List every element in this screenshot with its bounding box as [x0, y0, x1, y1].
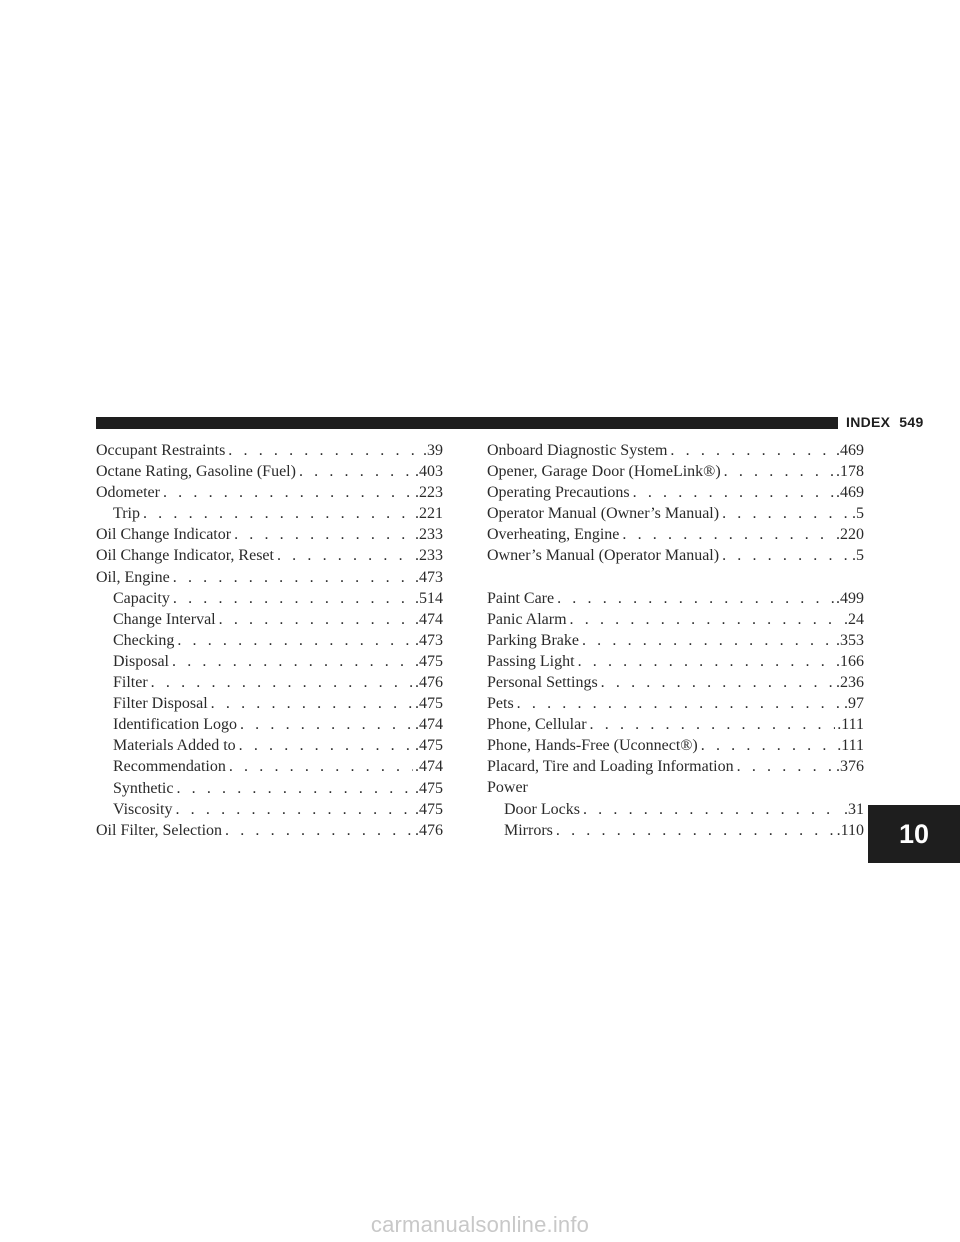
index-term: Recommendation: [113, 758, 226, 776]
page-reference: .475: [415, 800, 443, 818]
dot-leader: [225, 820, 413, 841]
index-column-right: [487, 440, 864, 841]
index-term: Overheating, Engine: [487, 526, 620, 544]
page-reference: .474: [415, 716, 443, 734]
index-term: Owner’s Manual (Operator Manual): [487, 547, 720, 565]
index-entry: [96, 524, 443, 545]
page-reference: .233: [415, 547, 443, 565]
page-reference: .221: [415, 505, 443, 523]
dot-leader: [622, 524, 834, 545]
index-entry: [487, 609, 864, 630]
index-term: Power: [487, 779, 528, 797]
index-term: Operating Precautions: [487, 484, 630, 502]
page-reference: .233: [415, 526, 443, 544]
dot-leader: [590, 714, 836, 735]
index-entry: [487, 461, 864, 482]
index-term: Phone, Cellular: [487, 716, 587, 734]
dot-leader: [234, 524, 413, 545]
index-term: Oil Change Indicator, Reset: [96, 547, 274, 565]
page-reference: .5: [852, 547, 864, 565]
index-entry: [487, 503, 864, 524]
index-entry: [487, 651, 864, 672]
dot-leader: [151, 672, 413, 693]
index-entry: [487, 756, 864, 777]
index-subentry: [96, 503, 443, 524]
index-entry: [487, 524, 864, 545]
dot-leader: [143, 503, 413, 524]
page-number: 549: [899, 414, 924, 430]
index-term: Viscosity: [113, 800, 173, 818]
dot-leader: [556, 820, 835, 841]
dot-leader: [239, 735, 413, 756]
header-rule: [96, 417, 838, 429]
dot-leader: [724, 461, 834, 482]
page-reference: .376: [836, 758, 864, 776]
index-entry: [487, 545, 864, 566]
index-term: Occupant Restraints: [96, 442, 226, 459]
dot-leader: [582, 630, 834, 651]
page-reference: .499: [836, 589, 864, 607]
page-reference: .474: [415, 758, 443, 776]
index-entry: [487, 482, 864, 503]
page-reference: .476: [415, 674, 443, 692]
index-term: Pets: [487, 695, 514, 713]
page-reference: .223: [415, 484, 443, 502]
page-reference: .469: [836, 442, 864, 459]
page-reference: .475: [415, 779, 443, 797]
running-head: [846, 414, 924, 430]
page-reference: .473: [415, 631, 443, 649]
index-term: Trip: [113, 505, 140, 523]
section-title: INDEX: [846, 414, 891, 430]
page-reference: .473: [415, 568, 443, 586]
page-reference: .353: [836, 631, 864, 649]
index-term: Materials Added to: [113, 737, 236, 755]
index-term: Opener, Garage Door (HomeLink®): [487, 463, 721, 481]
index-entry: [96, 440, 443, 461]
dot-leader: [229, 756, 413, 777]
dot-leader: [583, 799, 842, 820]
index-subentry: [96, 609, 443, 630]
index-term: Checking: [113, 631, 175, 649]
page-reference: .469: [836, 484, 864, 502]
index-subentry: [96, 651, 443, 672]
index-entry: [487, 588, 864, 609]
dot-leader: [277, 545, 413, 566]
index-entry: [487, 630, 864, 651]
index-subentry: [96, 799, 443, 820]
dot-leader: [240, 714, 413, 735]
index-term: Panic Alarm: [487, 610, 567, 628]
dot-leader: [722, 545, 850, 566]
page-reference: .514: [415, 589, 443, 607]
dot-leader: [701, 735, 835, 756]
dot-leader: [176, 778, 413, 799]
index-subentry: [96, 630, 443, 651]
dot-leader: [557, 588, 834, 609]
index-term: Capacity: [113, 589, 170, 607]
dot-leader: [737, 756, 834, 777]
dot-leader: [219, 609, 413, 630]
dot-leader: [722, 503, 850, 524]
dot-leader: [670, 440, 834, 461]
index-term: Oil Change Indicator: [96, 526, 232, 544]
page-reference: .220: [836, 526, 864, 544]
index-term: Filter: [113, 674, 148, 692]
index-subentry: [96, 693, 443, 714]
dot-leader: [299, 461, 413, 482]
index-term: Paint Care: [487, 589, 555, 607]
page-reference: .110: [836, 821, 864, 839]
index-entry: [487, 440, 864, 461]
dot-leader: [228, 440, 421, 461]
page-reference: .39: [423, 442, 443, 459]
index-term: Oil Filter, Selection: [96, 821, 223, 839]
index-term: Door Locks: [504, 800, 580, 818]
index-subentry: [96, 588, 443, 609]
page-reference: .476: [415, 821, 443, 839]
index-entry: [96, 482, 443, 503]
index-term: Parking Brake: [487, 631, 579, 649]
dot-leader: [173, 588, 413, 609]
index-entry: [487, 735, 864, 756]
page-reference: .111: [837, 737, 864, 755]
page-reference: .31: [844, 800, 864, 818]
index-term: Mirrors: [504, 821, 553, 839]
index-column-left: [96, 440, 443, 841]
index-term: Placard, Tire and Loading Information: [487, 758, 734, 776]
dot-leader: [211, 693, 413, 714]
index-term: Filter Disposal: [113, 695, 208, 713]
index-subentry: [487, 820, 864, 841]
chapter-tab: 10: [868, 805, 960, 863]
index-term: Passing Light: [487, 652, 575, 670]
dot-leader: [163, 482, 413, 503]
index-term: Octane Rating, Gasoline (Fuel): [96, 463, 296, 481]
dot-leader: [601, 672, 834, 693]
index-term: Disposal: [113, 652, 169, 670]
dot-leader: [517, 693, 842, 714]
dot-leader: [633, 482, 834, 503]
index-subentry: [96, 756, 443, 777]
page-reference: .236: [836, 673, 864, 691]
index-subentry: [96, 714, 443, 735]
page-reference: .111: [837, 716, 864, 734]
index-subentry: [487, 799, 864, 820]
page-reference: .403: [415, 463, 443, 481]
index-entry: [487, 714, 864, 735]
page-reference: .475: [415, 737, 443, 755]
dot-leader: [570, 609, 842, 630]
index-subentry: [96, 778, 443, 799]
index-subentry: [96, 735, 443, 756]
dot-leader: [172, 651, 413, 672]
index-term: Oil, Engine: [96, 568, 170, 586]
page-reference: .97: [844, 695, 864, 713]
index-term: Identification Logo: [113, 716, 237, 734]
index-entry: [487, 693, 864, 714]
index-term: Personal Settings: [487, 673, 598, 691]
index-entry: [96, 545, 443, 566]
dot-leader: [173, 567, 413, 588]
page-reference: .5: [852, 505, 864, 523]
index-term: Change Interval: [113, 610, 216, 628]
page-reference: .24: [844, 610, 864, 628]
index-entry: [487, 777, 864, 798]
page-reference: .166: [836, 652, 864, 670]
index-term: Onboard Diagnostic System: [487, 442, 668, 459]
index-term: Operator Manual (Owner’s Manual): [487, 505, 720, 523]
index-entry: [96, 567, 443, 588]
dot-leader: [177, 630, 413, 651]
page-reference: .178: [836, 463, 864, 481]
index-term: Phone, Hands-Free (Uconnect®): [487, 737, 698, 755]
index-entry: [96, 820, 443, 841]
dot-leader: [578, 651, 834, 672]
dot-leader: [175, 799, 413, 820]
index-term: Odometer: [96, 484, 160, 502]
page-reference: .475: [415, 652, 443, 670]
index-entry: [96, 461, 443, 482]
page-reference: .475: [415, 695, 443, 713]
index-subentry: [96, 672, 443, 693]
page-reference: .474: [415, 610, 443, 628]
index-term: Synthetic: [113, 779, 174, 797]
watermark: carmanualsonline.info: [370, 1212, 590, 1237]
index-entry: [487, 672, 864, 693]
